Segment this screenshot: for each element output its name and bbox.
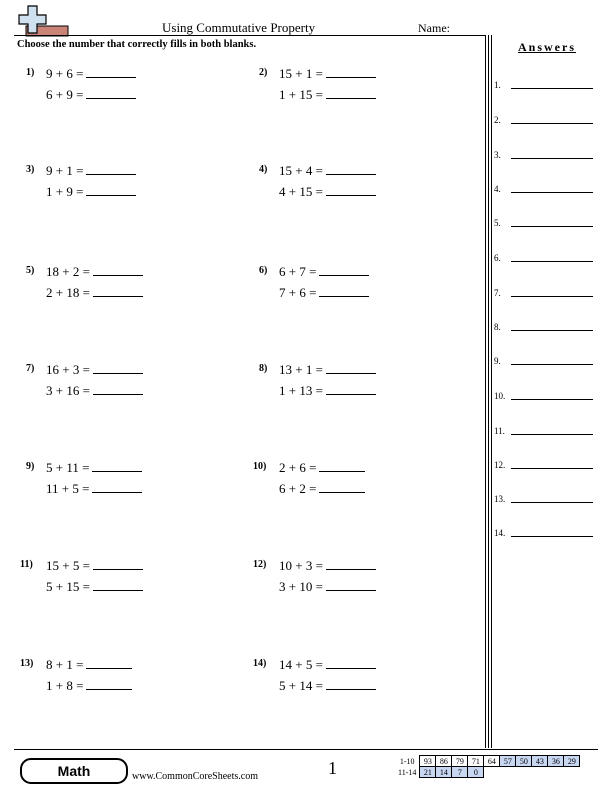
answer-slot	[494, 80, 594, 94]
score-cell: 71	[468, 756, 484, 767]
equation: 1 + 15 =	[279, 87, 323, 102]
answer-blank[interactable]	[319, 459, 365, 472]
equation: 5 + 14 =	[279, 678, 323, 693]
equation: 13 + 1 =	[279, 362, 323, 377]
equation: 3 + 10 =	[279, 579, 323, 594]
equation: 9 + 6 =	[46, 66, 84, 81]
answer-slot	[494, 356, 594, 370]
problem-number: 10)	[253, 461, 267, 472]
problem-number: 3)	[26, 164, 35, 175]
answer-line[interactable]	[511, 261, 593, 262]
score-cell: 79	[452, 756, 468, 767]
problem-2	[259, 65, 479, 125]
score-range-label: 11-14	[398, 767, 417, 777]
equation: 15 + 5 =	[46, 558, 90, 573]
answer-blank[interactable]	[93, 263, 143, 276]
answer-line[interactable]	[511, 192, 593, 193]
answer-number: 4.	[494, 184, 501, 194]
equation: 6 + 7 =	[279, 264, 317, 279]
answer-number: 11.	[494, 426, 505, 436]
problem-number: 12)	[253, 559, 267, 570]
score-cell: 43	[532, 756, 548, 767]
answer-slot	[494, 391, 594, 405]
answer-line[interactable]	[511, 536, 593, 537]
answer-line[interactable]	[511, 158, 593, 159]
answer-blank[interactable]	[93, 578, 143, 591]
answer-slot	[494, 494, 594, 508]
problem-7	[26, 361, 246, 421]
equation: 1 + 8 =	[46, 678, 84, 693]
equation: 1 + 13 =	[279, 383, 323, 398]
problem-number: 13)	[20, 658, 34, 669]
answer-number: 7.	[494, 288, 501, 298]
answer-blank[interactable]	[92, 459, 142, 472]
answer-blank[interactable]	[93, 382, 143, 395]
equation: 5 + 15 =	[46, 579, 90, 594]
equation: 3 + 16 =	[46, 383, 90, 398]
equation: 16 + 3 =	[46, 362, 90, 377]
score-row	[396, 756, 580, 767]
problem-9	[26, 459, 246, 519]
problem-13	[20, 656, 246, 716]
name-label: Name:	[418, 21, 450, 35]
answer-blank[interactable]	[326, 361, 376, 374]
answer-blank[interactable]	[86, 86, 136, 99]
divider-line	[485, 35, 486, 748]
problem-number: 9)	[26, 461, 35, 472]
answer-blank[interactable]	[319, 284, 369, 297]
answer-line[interactable]	[511, 399, 593, 400]
answer-number: 2.	[494, 115, 501, 125]
score-cell: 57	[500, 756, 516, 767]
answer-blank[interactable]	[326, 183, 376, 196]
problem-3	[26, 162, 246, 222]
equation: 14 + 5 =	[279, 657, 323, 672]
score-range-label: 1-10	[399, 756, 415, 766]
answer-number: 1.	[494, 80, 501, 90]
worksheet-title: Using Commutative Property	[162, 20, 316, 35]
answer-line[interactable]	[511, 88, 593, 89]
footer-rule	[14, 749, 598, 750]
answer-blank[interactable]	[93, 361, 143, 374]
problem-number: 5)	[26, 265, 35, 276]
equation: 5 + 11 =	[46, 460, 90, 475]
answer-number: 8.	[494, 322, 501, 332]
answer-number: 12.	[494, 460, 506, 470]
problem-5	[26, 263, 246, 323]
answer-blank[interactable]	[86, 677, 132, 690]
answer-slot	[494, 115, 594, 129]
problem-11	[20, 557, 246, 617]
problem-number: 7)	[26, 363, 35, 374]
equation: 15 + 1 =	[279, 66, 323, 81]
problem-number: 14)	[253, 658, 267, 669]
answer-number: 9.	[494, 356, 501, 366]
answer-blank[interactable]	[93, 557, 143, 570]
answer-number: 13.	[494, 494, 506, 504]
answer-slot	[494, 150, 594, 164]
plus-logo-icon	[14, 4, 70, 38]
answer-slot	[494, 460, 594, 474]
answer-line[interactable]	[511, 434, 593, 435]
answer-line[interactable]	[511, 296, 593, 297]
answer-blank[interactable]	[326, 677, 376, 690]
score-cell: 14	[436, 767, 452, 778]
problem-10	[253, 459, 479, 519]
equation: 10 + 3 =	[279, 558, 323, 573]
equation: 11 + 5 =	[46, 481, 90, 496]
problem-6	[259, 263, 479, 323]
header-rule	[14, 35, 484, 36]
score-table	[396, 755, 580, 778]
answer-blank[interactable]	[326, 65, 376, 78]
answer-number: 3.	[494, 150, 501, 160]
page-number: 1	[328, 758, 337, 778]
problem-14	[253, 656, 479, 716]
answer-blank[interactable]	[326, 656, 376, 669]
answer-blank[interactable]	[326, 382, 376, 395]
answer-blank[interactable]	[86, 65, 136, 78]
site-url[interactable]: www.CommonCoreSheets.com	[132, 771, 259, 782]
answer-blank[interactable]	[93, 284, 143, 297]
score-cell: 29	[564, 756, 580, 767]
answer-line[interactable]	[511, 226, 593, 227]
score-cell: 50	[516, 756, 532, 767]
answer-blank[interactable]	[86, 162, 136, 175]
answer-slot	[494, 528, 594, 542]
answer-blank[interactable]	[86, 183, 136, 196]
score-cell: 7	[452, 767, 468, 778]
score-cell: 0	[468, 767, 484, 778]
problem-4	[259, 162, 479, 222]
problem-number: 8)	[259, 363, 268, 374]
answer-slot	[494, 288, 594, 302]
answer-slot	[494, 184, 594, 198]
answer-number: 14.	[494, 528, 506, 538]
equation: 2 + 6 =	[279, 460, 317, 475]
equation: 7 + 6 =	[279, 285, 317, 300]
answer-slot	[494, 322, 594, 336]
answer-line[interactable]	[511, 330, 593, 331]
answer-slot	[494, 253, 594, 267]
equation: 4 + 15 =	[279, 184, 323, 199]
equation: 9 + 1 =	[46, 163, 84, 178]
score-row	[396, 767, 580, 778]
score-cell: 93	[420, 756, 436, 767]
answer-blank[interactable]	[326, 557, 376, 570]
score-cell: 64	[484, 756, 500, 767]
answer-blank[interactable]	[319, 480, 365, 493]
instructions: Choose the number that correctly fills in both blanks.	[17, 39, 257, 50]
answer-blank[interactable]	[326, 86, 376, 99]
problem-1	[26, 65, 246, 125]
problem-number: 4)	[259, 164, 268, 175]
answer-blank[interactable]	[326, 162, 376, 175]
equation: 1 + 9 =	[46, 184, 84, 199]
answer-number: 6.	[494, 253, 501, 263]
equation: 15 + 4 =	[279, 163, 323, 178]
math-badge: Math	[20, 758, 128, 784]
problem-8	[259, 361, 479, 421]
divider-line	[491, 35, 492, 748]
divider-line	[488, 35, 489, 748]
problem-number: 11)	[20, 559, 33, 570]
answer-blank[interactable]	[92, 480, 142, 493]
equation: 6 + 2 =	[279, 481, 317, 496]
answer-line[interactable]	[511, 364, 593, 365]
equation: 8 + 1 =	[46, 657, 84, 672]
answer-blank[interactable]	[326, 578, 376, 591]
answer-line[interactable]	[511, 468, 593, 469]
answer-slot	[494, 426, 594, 440]
answer-blank[interactable]	[86, 656, 132, 669]
score-cell: 21	[420, 767, 436, 778]
answer-number: 5.	[494, 218, 501, 228]
answer-line[interactable]	[511, 502, 593, 503]
answer-slot	[494, 218, 594, 232]
problem-number: 6)	[259, 265, 268, 276]
answer-line[interactable]	[511, 123, 593, 124]
score-cell: 36	[548, 756, 564, 767]
problem-number: 1)	[26, 67, 35, 78]
answers-title: Answers	[518, 40, 576, 54]
problem-number: 2)	[259, 67, 268, 78]
answer-blank[interactable]	[319, 263, 369, 276]
score-cell: 86	[436, 756, 452, 767]
equation: 6 + 9 =	[46, 87, 84, 102]
equation: 2 + 18 =	[46, 285, 90, 300]
problem-12	[253, 557, 479, 617]
answer-number: 10.	[494, 391, 506, 401]
equation: 18 + 2 =	[46, 264, 90, 279]
